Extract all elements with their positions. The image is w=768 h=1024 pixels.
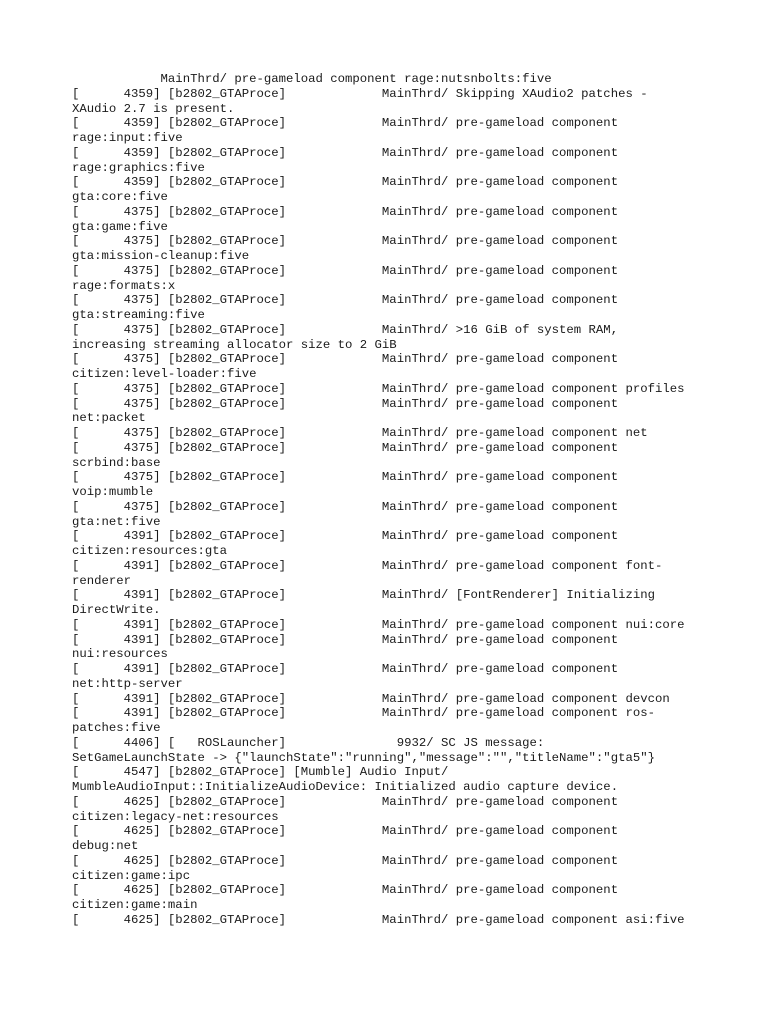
log-line: [ 4375] [b2802_GTAProce] MainThrd/ pre-gameload component: [72, 293, 619, 308]
log-line: [ 4391] [b2802_GTAProce] MainThrd/ pre-gameload component: [72, 632, 619, 647]
log-line: renderer: [72, 573, 132, 588]
log-line: gta:core:five: [72, 190, 168, 204]
log-line: [ 4359] [b2802_GTAProce] MainThrd/ Skipping XAudio2 patches -: [72, 86, 648, 101]
log-line: citizen:level-loader:five: [72, 367, 257, 381]
log-line: net:http-server: [72, 676, 183, 691]
log-line: [ 4375] [b2802_GTAProce] MainThrd/ pre-gameload component: [72, 440, 619, 455]
log-line: [ 4391] [b2802_GTAProce] MainThrd/ pre-gameload component: [72, 529, 619, 544]
log-line: [ 4391] [b2802_GTAProce] MainThrd/ pre-gameload component: [72, 662, 619, 676]
log-line: citizen:legacy-net:resources: [72, 809, 279, 824]
log-line: [ 4547] [b2802_GTAProce] [Mumble] Audio Input/: [72, 765, 449, 780]
log-line: [ 4375] [b2802_GTAProce] MainThrd/ pre-gameload component: [72, 263, 619, 278]
log-line: [ 4391] [b2802_GTAProce] MainThrd/ [FontRenderer] Initializing: [72, 588, 655, 603]
log-line: [ 4625] [b2802_GTAProce] MainThrd/ pre-gameload component: [72, 853, 619, 868]
log-line: increasing streaming allocator size to 2 GiB: [72, 337, 397, 352]
log-line: [ 4391] [b2802_GTAProce] MainThrd/ pre-gameload component nui:core: [72, 617, 685, 632]
log-line: [ 4375] [b2802_GTAProce] MainThrd/ pre-gameload component: [72, 234, 619, 249]
log-line: [ 4406] [ ROSLauncher] 9932/ SC JS message:: [72, 735, 545, 750]
log-line: MainThrd/ pre-gameload component rage:nutsnbolts:five: [72, 72, 552, 86]
log-line: scrbind:base: [72, 455, 161, 470]
log-line: [ 4375] [b2802_GTAProce] MainThrd/ pre-gameload component: [72, 499, 619, 514]
log-line: [ 4375] [b2802_GTAProce] MainThrd/ >16 GiB of system RAM,: [72, 322, 619, 337]
log-line: voip:mumble: [72, 485, 154, 499]
log-line: MumbleAudioInput::InitializeAudioDevice: Initialized audio capture device.: [72, 780, 619, 794]
log-line: net:packet: [72, 411, 146, 426]
log-line: gta:game:five: [72, 219, 168, 234]
log-line: [ 4375] [b2802_GTAProce] MainThrd/ pre-gameload component: [72, 352, 619, 367]
log-line: [ 4375] [b2802_GTAProce] MainThrd/ pre-gameload component: [72, 396, 619, 411]
log-line: citizen:game:main: [72, 898, 198, 912]
log-line: [ 4625] [b2802_GTAProce] MainThrd/ pre-gameload component: [72, 883, 619, 898]
log-line: [ 4375] [b2802_GTAProce] MainThrd/ pre-gameload component net: [72, 426, 648, 440]
log-text: [72, 72, 712, 928]
log-line: [ 4391] [b2802_GTAProce] MainThrd/ pre-gameload component font-: [72, 558, 663, 573]
log-line: rage:graphics:five: [72, 160, 205, 175]
log-line: [ 4625] [b2802_GTAProce] MainThrd/ pre-gameload component: [72, 824, 619, 839]
log-line: [ 4359] [b2802_GTAProce] MainThrd/ pre-gameload component: [72, 175, 619, 190]
log-line: DirectWrite.: [72, 603, 161, 617]
log-line: citizen:game:ipc: [72, 868, 191, 883]
log-line: gta:streaming:five: [72, 308, 205, 322]
log-line: [ 4359] [b2802_GTAProce] MainThrd/ pre-gameload component: [72, 116, 619, 131]
log-line: SetGameLaunchState -> {"launchState":"running","message":"","titleName":"gta5"}: [72, 750, 655, 765]
log-line: [ 4625] [b2802_GTAProce] MainThrd/ pre-gameload component asi:five: [72, 912, 685, 927]
log-line: [ 4375] [b2802_GTAProce] MainThrd/ pre-gameload component: [72, 470, 619, 485]
log-line: nui:resources: [72, 647, 168, 662]
log-line: gta:net:five: [72, 514, 161, 529]
log-line: [ 4625] [b2802_GTAProce] MainThrd/ pre-gameload component: [72, 794, 619, 809]
log-line: XAudio 2.7 is present.: [72, 101, 235, 116]
log-line: gta:mission-cleanup:five: [72, 249, 250, 263]
log-line: [ 4375] [b2802_GTAProce] MainThrd/ pre-gameload component: [72, 204, 619, 219]
log-line: citizen:resources:gta: [72, 544, 227, 558]
log-line: debug:net: [72, 839, 139, 853]
log-line: [ 4391] [b2802_GTAProce] MainThrd/ pre-gameload component devcon: [72, 691, 670, 706]
log-line: patches:five: [72, 721, 161, 735]
log-line: [ 4359] [b2802_GTAProce] MainThrd/ pre-gameload component: [72, 145, 619, 160]
log-line: rage:input:five: [72, 131, 183, 145]
log-line: rage:formats:x: [72, 278, 176, 293]
log-line: [ 4391] [b2802_GTAProce] MainThrd/ pre-gameload component ros-: [72, 706, 655, 721]
log-line: [ 4375] [b2802_GTAProce] MainThrd/ pre-gameload component profiles: [72, 381, 685, 396]
